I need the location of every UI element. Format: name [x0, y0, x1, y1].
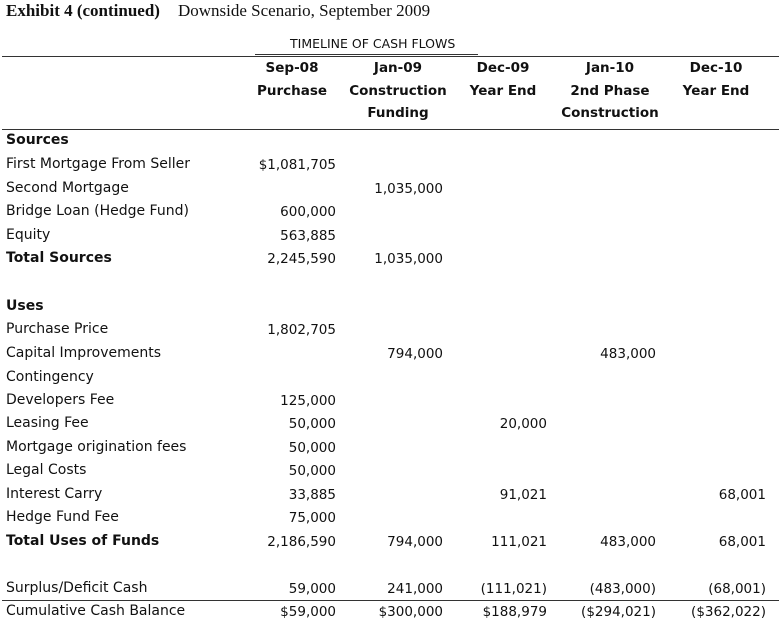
- cell-value: 68,001: [718, 487, 766, 503]
- cell-value: 1,035,000: [374, 251, 443, 267]
- row-label: Hedge Fund Fee: [6, 509, 119, 525]
- exhibit-title: Exhibit 4 (continued): [6, 1, 160, 20]
- row-label: Contingency: [6, 369, 94, 385]
- cell-value: 483,000: [600, 534, 656, 550]
- cell-value: $59,000: [280, 604, 336, 620]
- row-label: Second Mortgage: [6, 180, 129, 196]
- column-header-line1: Purchase: [256, 83, 328, 99]
- column-header-date: Dec-09: [476, 60, 530, 76]
- cell-value: 563,885: [280, 228, 336, 244]
- cell-value: 50,000: [288, 416, 336, 432]
- cell-value: (68,001): [708, 581, 766, 597]
- row-label: Total Uses of Funds: [6, 533, 160, 549]
- column-header-line1: 2nd Phase: [570, 83, 650, 99]
- cell-value: 2,186,590: [267, 534, 336, 550]
- row-label: Developers Fee: [6, 392, 115, 408]
- cell-value: 50,000: [288, 463, 336, 479]
- cell-value: 33,885: [288, 487, 336, 503]
- column-header-date: Sep-08: [265, 60, 319, 76]
- row-label: Capital Improvements: [6, 345, 162, 361]
- row-label: Purchase Price: [6, 321, 109, 337]
- cell-value: $300,000: [378, 604, 443, 620]
- row-label: Mortgage origination fees: [6, 439, 187, 455]
- cell-value: (111,021): [480, 581, 547, 597]
- column-header-line2: Construction: [561, 105, 659, 121]
- cell-value: 50,000: [288, 440, 336, 456]
- cell-value: 794,000: [387, 534, 443, 550]
- cell-value: $188,979: [482, 604, 547, 620]
- cell-value: 794,000: [387, 346, 443, 362]
- cell-value: 91,021: [499, 487, 547, 503]
- exhibit-subtitle: Downside Scenario, September 2009: [177, 1, 431, 20]
- row-label: Total Sources: [6, 250, 112, 266]
- cell-value: ($362,022): [691, 604, 766, 620]
- column-header-line1: Year End: [469, 83, 537, 99]
- cell-value: 111,021: [491, 534, 547, 550]
- cell-value: 59,000: [288, 581, 336, 597]
- timeline-title: TIMELINE OF CASH FLOWS: [290, 36, 456, 51]
- cell-value: 241,000: [387, 581, 443, 597]
- exhibit-header: [6, 1, 430, 21]
- column-header-date: Jan-09: [373, 60, 423, 76]
- column-header-date: Dec-10: [689, 60, 743, 76]
- column-header-date: Jan-10: [585, 60, 635, 76]
- row-label: Uses: [6, 298, 44, 314]
- cell-value: 20,000: [499, 416, 547, 432]
- cell-value: $1,081,705: [258, 157, 336, 173]
- cell-value: 68,001: [718, 534, 766, 550]
- row-label: Surplus/Deficit Cash: [6, 580, 148, 596]
- cell-value: (483,000): [589, 581, 656, 597]
- cell-value: 483,000: [600, 346, 656, 362]
- cell-value: 600,000: [280, 204, 336, 220]
- cell-value: 2,245,590: [267, 251, 336, 267]
- column-header-line2: Funding: [367, 105, 429, 121]
- header-top-rule: [2, 56, 779, 57]
- row-label: Leasing Fee: [6, 415, 89, 431]
- cell-value: 1,802,705: [267, 322, 336, 338]
- row-label: Equity: [6, 227, 51, 243]
- header-bottom-rule: [2, 129, 779, 130]
- timeline-underline: [255, 54, 478, 55]
- column-header-line1: Construction: [349, 83, 447, 99]
- row-label: Bridge Loan (Hedge Fund): [6, 203, 189, 219]
- cell-value: 1,035,000: [374, 181, 443, 197]
- cell-value: 75,000: [288, 510, 336, 526]
- balance-rule: [2, 600, 779, 601]
- cell-value: 125,000: [280, 393, 336, 409]
- column-header-line1: Year End: [682, 83, 750, 99]
- row-label: Legal Costs: [6, 462, 87, 478]
- row-label: Cumulative Cash Balance: [6, 603, 186, 619]
- row-label: First Mortgage From Seller: [6, 156, 191, 172]
- row-label: Sources: [6, 132, 69, 148]
- row-label: Interest Carry: [6, 486, 103, 502]
- cell-value: ($294,021): [581, 604, 656, 620]
